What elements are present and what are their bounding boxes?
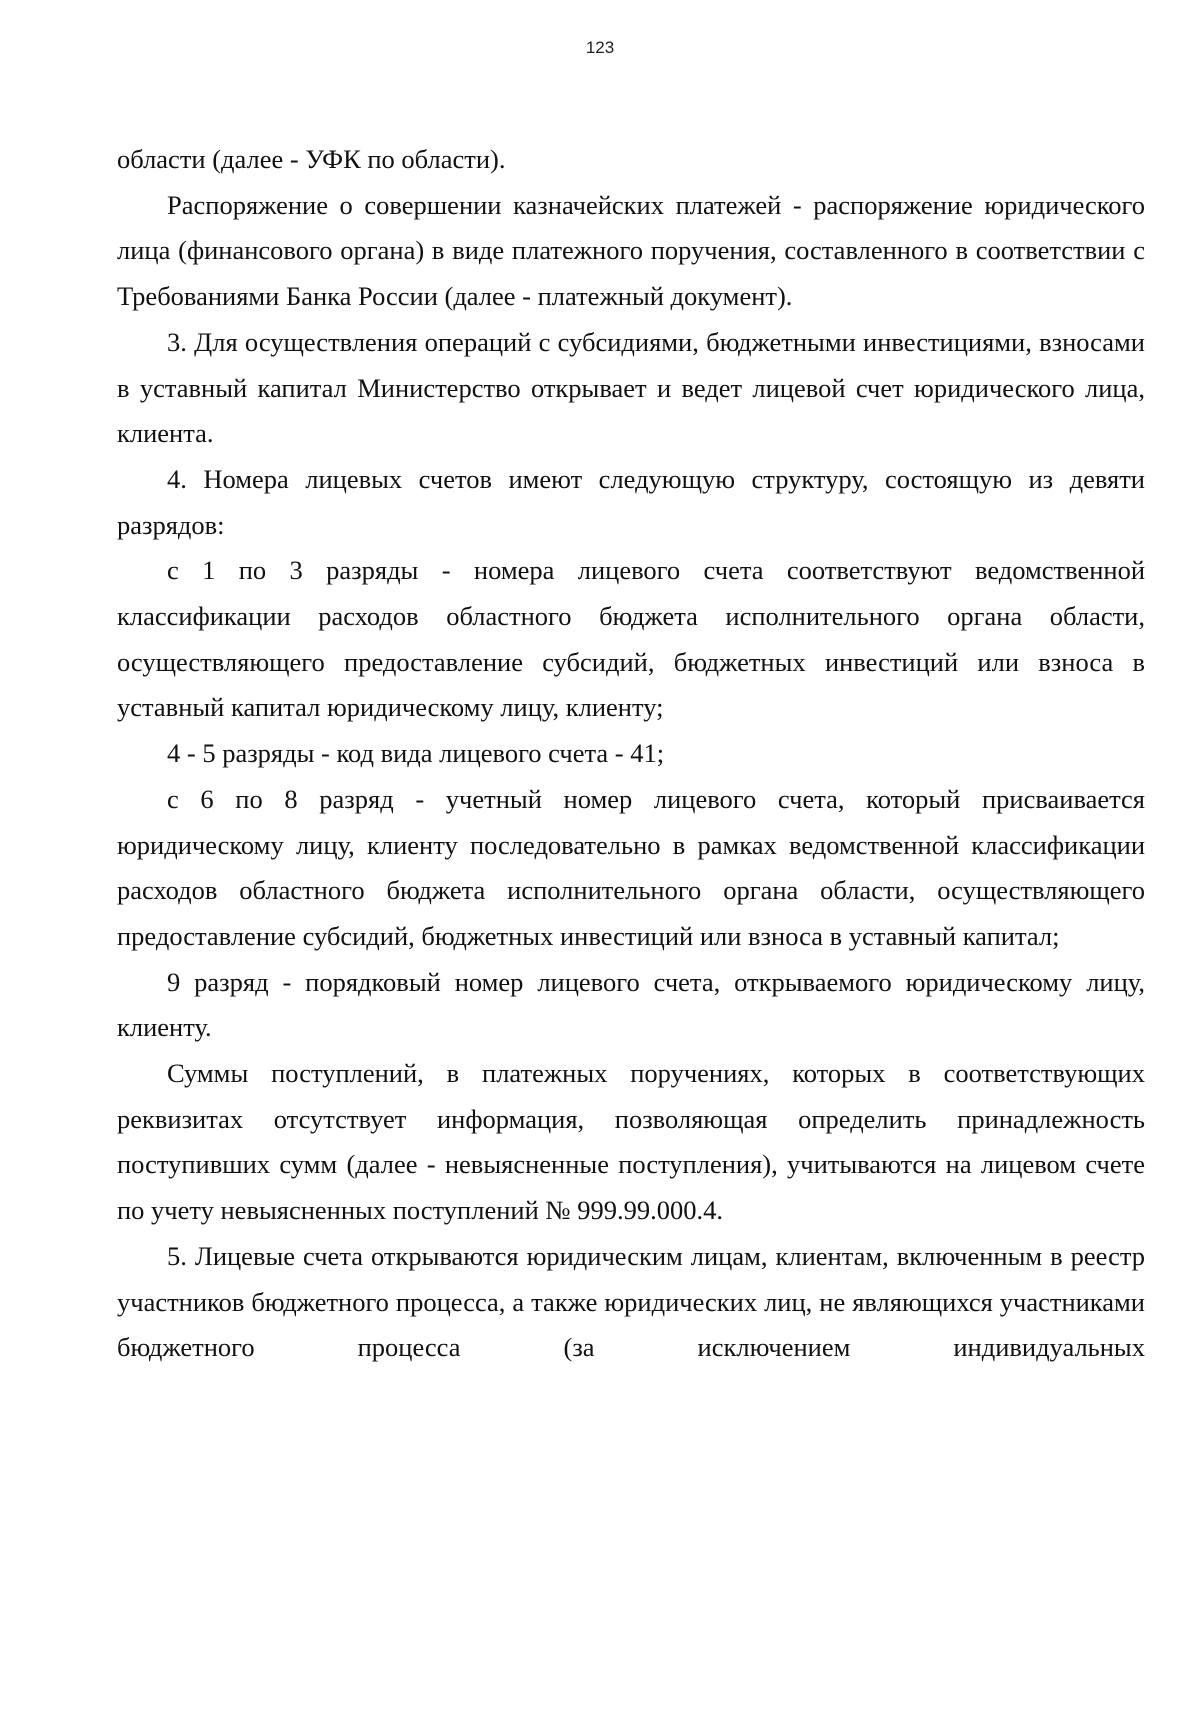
paragraph-digits-6-8: с 6 по 8 разряд - учетный номер лицевого счета, который присваивается юридическому лицу, клиенту последовательно в рамках ведомственной классификации расходов областного бюджета исполнительного органа области, осуществляющего предоставление субсидий, бюджетных инвестиций или взноса в уставный капитал; bbox=[117, 783, 1145, 951]
paragraph-digit-9: 9 разряд - порядковый номер лицевого счета, открываемого юридическому лицу, клиенту. bbox=[117, 966, 1145, 1043]
page-number: 123 bbox=[585, 38, 615, 57]
paragraph-item-5: 5. Лицевые счета открываются юридическим лицам, клиентам, включенным в реестр участников бюджетного процесса, а также юридических лиц, не являющихся участниками бюджетного процесса (за исключением индивидуальных bbox=[117, 1240, 1145, 1363]
paragraph-digits-4-5: 4 - 5 разряды - код вида лицевого счета - 41; bbox=[167, 738, 665, 769]
paragraph-item-3: 3. Для осуществления операций с субсидиями, бюджетными инвестициями, взносами в уставный капитал Министерство открывает и ведет лицевой счет юридического лица, клиента. bbox=[117, 326, 1145, 449]
paragraph-payment-order-definition: Распоряжение о совершении казначейских платежей - распоряжение юридического лица (финансового органа) в виде платежного поручения, составленного в соответствии с Требованиями Банка России (далее - платежный документ). bbox=[117, 189, 1145, 312]
paragraph-continuation: области (далее - УФК по области). bbox=[117, 144, 506, 174]
document-body bbox=[117, 137, 1145, 1371]
paragraph-unidentified-receipts: Суммы поступлений, в платежных поручениях, которых в соответствующих реквизитах отсутствует информация, позволяющая определить принадлежность поступивших сумм (далее - невыясненные поступления), учитываются на лицевом счете по учету невыясненных поступлений № 999.99.000.4. bbox=[117, 1058, 1145, 1226]
paragraph-digits-1-3: с 1 по 3 разряды - номера лицевого счета соответствуют ведомственной классификации расходов областного бюджета исполнительного органа области, осуществляющего предоставление субсидий, бюджетных инвестиций или взноса в уставный капитал юридическому лицу, клиенту; bbox=[117, 555, 1145, 723]
paragraph-item-4: 4. Номера лицевых счетов имеют следующую структуру, состоящую из девяти разрядов: bbox=[117, 463, 1145, 540]
